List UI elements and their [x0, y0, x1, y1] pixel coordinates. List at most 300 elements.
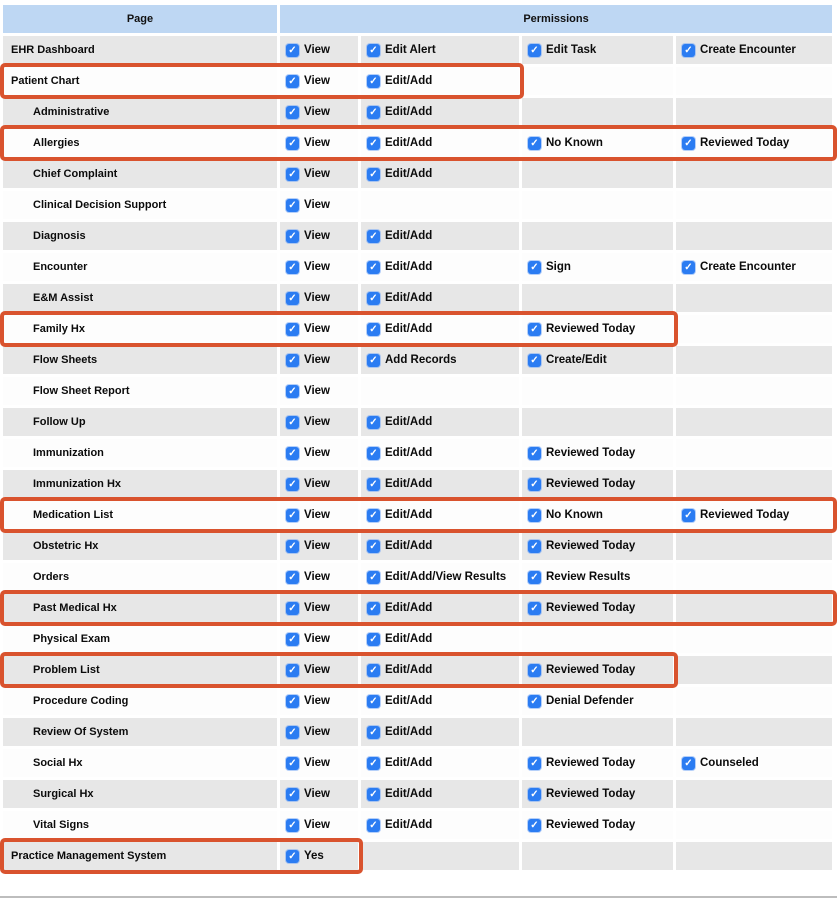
permission-option[interactable]	[286, 354, 330, 367]
permission-option[interactable]	[682, 757, 759, 770]
checked-checkbox-icon[interactable]: ✓	[286, 261, 299, 274]
permission-option[interactable]	[286, 571, 330, 584]
permission-option[interactable]	[528, 819, 635, 832]
table-row	[3, 377, 832, 405]
permission-option[interactable]	[682, 261, 796, 274]
checked-checkbox-icon[interactable]: ✓	[528, 664, 541, 677]
table-row	[3, 718, 832, 746]
checked-checkbox-icon[interactable]: ✓	[682, 757, 695, 770]
table-row	[3, 284, 832, 312]
checked-checkbox-icon[interactable]: ✓	[528, 602, 541, 615]
permission-label: Edit/Add	[385, 602, 433, 614]
permission-option[interactable]	[286, 757, 330, 770]
permission-cell	[522, 439, 673, 467]
page-name: Flow Sheet Report	[3, 377, 277, 405]
permission-label: Edit/Add	[385, 695, 433, 707]
permission-option[interactable]	[286, 137, 330, 150]
permission-label: View	[304, 261, 330, 273]
permission-cell	[280, 160, 358, 188]
permission-label: Edit/Add	[385, 664, 433, 676]
page-name: Procedure Coding	[3, 687, 277, 715]
checked-checkbox-icon[interactable]: ✓	[528, 695, 541, 708]
checked-checkbox-icon[interactable]: ✓	[528, 261, 541, 274]
checked-checkbox-icon[interactable]: ✓	[528, 44, 541, 57]
permission-label: View	[304, 509, 330, 521]
permission-option[interactable]	[286, 230, 330, 243]
permission-cell	[280, 129, 358, 157]
permission-option[interactable]	[367, 323, 432, 336]
permission-option[interactable]	[528, 509, 603, 522]
table-row	[3, 36, 832, 64]
permission-option[interactable]	[286, 850, 324, 863]
permission-label: Create/Edit	[546, 354, 607, 366]
permission-cell	[361, 842, 519, 870]
permission-cell	[676, 222, 832, 250]
permission-label: View	[304, 354, 330, 366]
permission-cell	[522, 687, 673, 715]
permission-cell	[280, 532, 358, 560]
permission-option[interactable]	[528, 354, 607, 367]
permission-cell	[676, 253, 832, 281]
permission-cell	[522, 842, 673, 870]
permission-label: Counseled	[700, 757, 759, 769]
checked-checkbox-icon[interactable]: ✓	[286, 416, 299, 429]
table-row	[3, 160, 832, 188]
permission-label: Edit/Add	[385, 447, 433, 459]
checked-checkbox-icon[interactable]: ✓	[367, 695, 380, 708]
permission-label: Reviewed Today	[546, 540, 636, 552]
permission-option[interactable]	[367, 695, 432, 708]
checked-checkbox-icon[interactable]: ✓	[286, 385, 299, 398]
checked-checkbox-icon[interactable]: ✓	[286, 292, 299, 305]
page-name: Flow Sheets	[3, 346, 277, 374]
permission-option[interactable]	[528, 788, 635, 801]
checked-checkbox-icon[interactable]: ✓	[682, 509, 695, 522]
permission-option[interactable]	[367, 261, 432, 274]
permission-label: Create Encounter	[700, 261, 796, 273]
permission-option[interactable]	[528, 447, 635, 460]
permission-option[interactable]	[286, 726, 330, 739]
permission-option[interactable]	[367, 602, 432, 615]
permission-cell	[676, 563, 832, 591]
permission-option[interactable]	[367, 819, 432, 832]
permission-cell	[522, 470, 673, 498]
permission-cell	[280, 718, 358, 746]
permission-option[interactable]	[286, 106, 330, 119]
permission-cell	[280, 346, 358, 374]
permission-cell	[522, 67, 673, 95]
checked-checkbox-icon[interactable]: ✓	[528, 354, 541, 367]
permission-cell	[361, 439, 519, 467]
permission-option[interactable]	[367, 664, 432, 677]
checked-checkbox-icon[interactable]: ✓	[286, 106, 299, 119]
table-row	[3, 439, 832, 467]
permission-cell	[676, 687, 832, 715]
permission-option[interactable]	[286, 478, 330, 491]
permission-option[interactable]	[286, 416, 330, 429]
permission-cell	[522, 594, 673, 622]
checked-checkbox-icon[interactable]: ✓	[286, 757, 299, 770]
permission-label: View	[304, 726, 330, 738]
checked-checkbox-icon[interactable]: ✓	[528, 540, 541, 553]
page-name: Administrative	[3, 98, 277, 126]
permission-option[interactable]	[286, 819, 330, 832]
checked-checkbox-icon[interactable]: ✓	[528, 137, 541, 150]
permission-label: Reviewed Today	[546, 323, 636, 335]
permission-label: Edit/Add	[385, 509, 433, 521]
checked-checkbox-icon[interactable]: ✓	[528, 757, 541, 770]
permission-cell	[676, 780, 832, 808]
permission-option[interactable]	[528, 571, 630, 584]
permission-cell	[280, 98, 358, 126]
table-row	[3, 780, 832, 808]
permission-cell	[361, 346, 519, 374]
checked-checkbox-icon[interactable]: ✓	[286, 633, 299, 646]
permission-label: Reviewed Today	[546, 447, 636, 459]
table-row	[3, 408, 832, 436]
checked-checkbox-icon[interactable]: ✓	[367, 354, 380, 367]
permission-cell	[361, 408, 519, 436]
permission-label: View	[304, 571, 330, 583]
checked-checkbox-icon[interactable]: ✓	[367, 540, 380, 553]
permission-label: View	[304, 757, 330, 769]
permission-label: Yes	[304, 850, 324, 862]
checked-checkbox-icon[interactable]: ✓	[528, 509, 541, 522]
permission-label: Edit/Add	[385, 726, 433, 738]
page-name: Problem List	[3, 656, 277, 684]
table-row	[3, 98, 832, 126]
checked-checkbox-icon[interactable]: ✓	[528, 571, 541, 584]
checked-checkbox-icon[interactable]: ✓	[528, 447, 541, 460]
page-name: Diagnosis	[3, 222, 277, 250]
permission-cell	[280, 687, 358, 715]
permission-cell	[522, 656, 673, 684]
permission-cell	[522, 253, 673, 281]
permission-cell	[280, 222, 358, 250]
checked-checkbox-icon[interactable]: ✓	[286, 137, 299, 150]
permission-option[interactable]	[286, 199, 330, 212]
permission-label: View	[304, 633, 330, 645]
checked-checkbox-icon[interactable]: ✓	[367, 788, 380, 801]
permission-cell	[280, 315, 358, 343]
permission-cell	[361, 36, 519, 64]
checked-checkbox-icon[interactable]: ✓	[367, 602, 380, 615]
permission-option[interactable]	[367, 168, 432, 181]
checked-checkbox-icon[interactable]: ✓	[286, 571, 299, 584]
permission-cell	[522, 749, 673, 777]
permission-option[interactable]	[528, 44, 596, 57]
bottom-divider	[0, 896, 837, 898]
checked-checkbox-icon[interactable]: ✓	[286, 75, 299, 88]
permission-cell	[361, 470, 519, 498]
permission-cell	[676, 656, 832, 684]
checked-checkbox-icon[interactable]: ✓	[286, 850, 299, 863]
checked-checkbox-icon[interactable]: ✓	[367, 633, 380, 646]
permission-option[interactable]	[367, 509, 432, 522]
permission-cell	[361, 594, 519, 622]
permission-cell	[522, 780, 673, 808]
permission-option[interactable]	[286, 540, 330, 553]
checked-checkbox-icon[interactable]: ✓	[367, 478, 380, 491]
permission-option[interactable]	[682, 137, 789, 150]
permission-label: Edit/Add	[385, 323, 433, 335]
permission-option[interactable]	[286, 261, 330, 274]
permission-option[interactable]	[367, 354, 457, 367]
permission-cell	[676, 191, 832, 219]
permission-cell	[676, 129, 832, 157]
permission-cell	[280, 67, 358, 95]
checked-checkbox-icon[interactable]: ✓	[528, 788, 541, 801]
permission-cell	[280, 439, 358, 467]
checked-checkbox-icon[interactable]: ✓	[528, 819, 541, 832]
checked-checkbox-icon[interactable]: ✓	[367, 75, 380, 88]
permission-cell	[676, 98, 832, 126]
permission-cell	[361, 377, 519, 405]
permission-option[interactable]	[367, 230, 432, 243]
table-row	[3, 191, 832, 219]
table-row	[3, 129, 832, 157]
permission-option[interactable]	[286, 44, 330, 57]
checked-checkbox-icon[interactable]: ✓	[286, 602, 299, 615]
permission-option[interactable]	[367, 788, 432, 801]
permission-cell	[361, 718, 519, 746]
permission-cell	[361, 284, 519, 312]
permission-option[interactable]	[367, 137, 432, 150]
permission-label: View	[304, 168, 330, 180]
checked-checkbox-icon[interactable]: ✓	[367, 726, 380, 739]
checked-checkbox-icon[interactable]: ✓	[286, 44, 299, 57]
checked-checkbox-icon[interactable]: ✓	[367, 261, 380, 274]
permission-option[interactable]	[367, 75, 432, 88]
permission-option[interactable]	[286, 602, 330, 615]
permission-option[interactable]	[528, 478, 635, 491]
permission-cell	[280, 470, 358, 498]
page-column-header: Page	[3, 5, 277, 33]
permission-cell	[280, 501, 358, 529]
permission-cell	[522, 625, 673, 653]
permission-option[interactable]	[286, 695, 330, 708]
checked-checkbox-icon[interactable]: ✓	[367, 819, 380, 832]
permission-option[interactable]	[528, 757, 635, 770]
checked-checkbox-icon[interactable]: ✓	[367, 292, 380, 305]
checked-checkbox-icon[interactable]: ✓	[367, 447, 380, 460]
permission-cell	[676, 811, 832, 839]
permission-option[interactable]	[286, 168, 330, 181]
permission-cell	[676, 842, 832, 870]
permission-cell	[522, 408, 673, 436]
permission-cell	[676, 718, 832, 746]
permission-cell	[361, 98, 519, 126]
table-row	[3, 346, 832, 374]
permission-option[interactable]	[286, 788, 330, 801]
permission-label: Edit/Add	[385, 168, 433, 180]
permission-label: View	[304, 540, 330, 552]
checked-checkbox-icon[interactable]: ✓	[682, 137, 695, 150]
permission-option[interactable]	[286, 75, 330, 88]
table-row	[3, 532, 832, 560]
permission-label: Reviewed Today	[546, 757, 636, 769]
permission-label: Edit/Add	[385, 788, 433, 800]
permission-cell	[522, 160, 673, 188]
checked-checkbox-icon[interactable]: ✓	[367, 44, 380, 57]
table-row	[3, 687, 832, 715]
page-name: Follow Up	[3, 408, 277, 436]
checked-checkbox-icon[interactable]: ✓	[367, 323, 380, 336]
permission-option[interactable]	[286, 292, 330, 305]
checked-checkbox-icon[interactable]: ✓	[286, 509, 299, 522]
permission-cell	[361, 160, 519, 188]
permission-cell	[361, 656, 519, 684]
permission-option[interactable]	[286, 664, 330, 677]
permission-cell	[676, 594, 832, 622]
permission-option[interactable]	[528, 602, 635, 615]
permission-cell	[361, 129, 519, 157]
permission-label: Edit/Add	[385, 106, 433, 118]
permission-option[interactable]	[528, 323, 635, 336]
permission-label: Edit/Add	[385, 478, 433, 490]
permission-label: View	[304, 819, 330, 831]
permission-label: View	[304, 137, 330, 149]
permission-label: View	[304, 323, 330, 335]
permission-option[interactable]	[367, 571, 506, 584]
permission-option[interactable]	[528, 137, 603, 150]
permission-cell	[522, 377, 673, 405]
permission-cell	[522, 718, 673, 746]
permission-label: Add Records	[385, 354, 457, 366]
permission-option[interactable]	[367, 540, 432, 553]
permission-option[interactable]	[682, 44, 796, 57]
checked-checkbox-icon[interactable]: ✓	[367, 571, 380, 584]
permission-option[interactable]	[286, 323, 330, 336]
table-row	[3, 594, 832, 622]
permission-option[interactable]	[367, 447, 432, 460]
checked-checkbox-icon[interactable]: ✓	[528, 323, 541, 336]
permission-cell	[676, 346, 832, 374]
permission-label: Edit Alert	[385, 44, 436, 56]
checked-checkbox-icon[interactable]: ✓	[286, 788, 299, 801]
permission-label: No Known	[546, 137, 603, 149]
permission-option[interactable]	[286, 385, 330, 398]
permission-cell	[522, 563, 673, 591]
permission-option[interactable]	[528, 695, 634, 708]
permission-option[interactable]	[528, 261, 571, 274]
checked-checkbox-icon[interactable]: ✓	[367, 168, 380, 181]
page-name: Encounter	[3, 253, 277, 281]
permission-label: View	[304, 292, 330, 304]
permission-label: Edit/Add	[385, 261, 433, 273]
permissions-column-header: Permissions	[280, 5, 832, 33]
permission-option[interactable]	[528, 664, 635, 677]
permission-option[interactable]	[286, 447, 330, 460]
permission-cell	[522, 532, 673, 560]
permission-cell	[280, 377, 358, 405]
permission-option[interactable]	[367, 726, 432, 739]
page-name: Past Medical Hx	[3, 594, 277, 622]
permission-option[interactable]	[367, 106, 432, 119]
checked-checkbox-icon[interactable]: ✓	[367, 416, 380, 429]
permission-label: View	[304, 106, 330, 118]
permission-option[interactable]	[367, 478, 432, 491]
permission-cell	[676, 377, 832, 405]
page-name: Vital Signs	[3, 811, 277, 839]
permission-cell	[280, 36, 358, 64]
page-name: Allergies	[3, 129, 277, 157]
permission-option[interactable]	[367, 633, 432, 646]
table-row	[3, 315, 832, 343]
page-name: Surgical Hx	[3, 780, 277, 808]
permission-cell	[361, 67, 519, 95]
permission-cell	[361, 687, 519, 715]
checked-checkbox-icon[interactable]: ✓	[286, 695, 299, 708]
checked-checkbox-icon[interactable]: ✓	[367, 106, 380, 119]
permission-cell	[676, 532, 832, 560]
permission-option[interactable]	[367, 44, 436, 57]
permission-option[interactable]	[367, 292, 432, 305]
checked-checkbox-icon[interactable]: ✓	[286, 447, 299, 460]
table-row	[3, 625, 832, 653]
table-row	[3, 253, 832, 281]
permission-label: Reviewed Today	[546, 602, 636, 614]
permission-option[interactable]	[682, 509, 789, 522]
checked-checkbox-icon[interactable]: ✓	[367, 230, 380, 243]
checked-checkbox-icon[interactable]: ✓	[286, 354, 299, 367]
permission-label: Create Encounter	[700, 44, 796, 56]
table-row	[3, 67, 832, 95]
permission-label: Review Results	[546, 571, 631, 583]
checked-checkbox-icon[interactable]: ✓	[286, 199, 299, 212]
permission-cell	[280, 780, 358, 808]
permission-label: View	[304, 788, 330, 800]
checked-checkbox-icon[interactable]: ✓	[367, 757, 380, 770]
permission-label: View	[304, 447, 330, 459]
checked-checkbox-icon[interactable]: ✓	[367, 509, 380, 522]
page-name: Immunization Hx	[3, 470, 277, 498]
permission-label: View	[304, 44, 330, 56]
permission-cell	[522, 811, 673, 839]
permission-label: Edit Task	[546, 44, 597, 56]
checked-checkbox-icon[interactable]: ✓	[682, 44, 695, 57]
permission-cell	[676, 160, 832, 188]
page-name: E&M Assist	[3, 284, 277, 312]
checked-checkbox-icon[interactable]: ✓	[367, 664, 380, 677]
checked-checkbox-icon[interactable]: ✓	[286, 819, 299, 832]
checked-checkbox-icon[interactable]: ✓	[286, 478, 299, 491]
checked-checkbox-icon[interactable]: ✓	[286, 664, 299, 677]
checked-checkbox-icon[interactable]: ✓	[286, 726, 299, 739]
page-name: Patient Chart	[3, 67, 277, 95]
checked-checkbox-icon[interactable]: ✓	[286, 230, 299, 243]
permission-cell	[361, 222, 519, 250]
permission-cell	[361, 811, 519, 839]
permission-option[interactable]	[367, 757, 432, 770]
checked-checkbox-icon[interactable]: ✓	[286, 540, 299, 553]
permission-option[interactable]	[286, 633, 330, 646]
permission-label: View	[304, 75, 330, 87]
permission-label: No Known	[546, 509, 603, 521]
checked-checkbox-icon[interactable]: ✓	[682, 261, 695, 274]
checked-checkbox-icon[interactable]: ✓	[367, 137, 380, 150]
permission-label: Denial Defender	[546, 695, 634, 707]
permission-option[interactable]	[367, 416, 432, 429]
permission-label: Edit/Add/View Results	[385, 571, 507, 583]
permission-option[interactable]	[286, 509, 330, 522]
checked-checkbox-icon[interactable]: ✓	[528, 478, 541, 491]
permission-label: Edit/Add	[385, 292, 433, 304]
permission-option[interactable]	[528, 540, 635, 553]
checked-checkbox-icon[interactable]: ✓	[286, 168, 299, 181]
checked-checkbox-icon[interactable]: ✓	[286, 323, 299, 336]
permission-label: View	[304, 416, 330, 428]
